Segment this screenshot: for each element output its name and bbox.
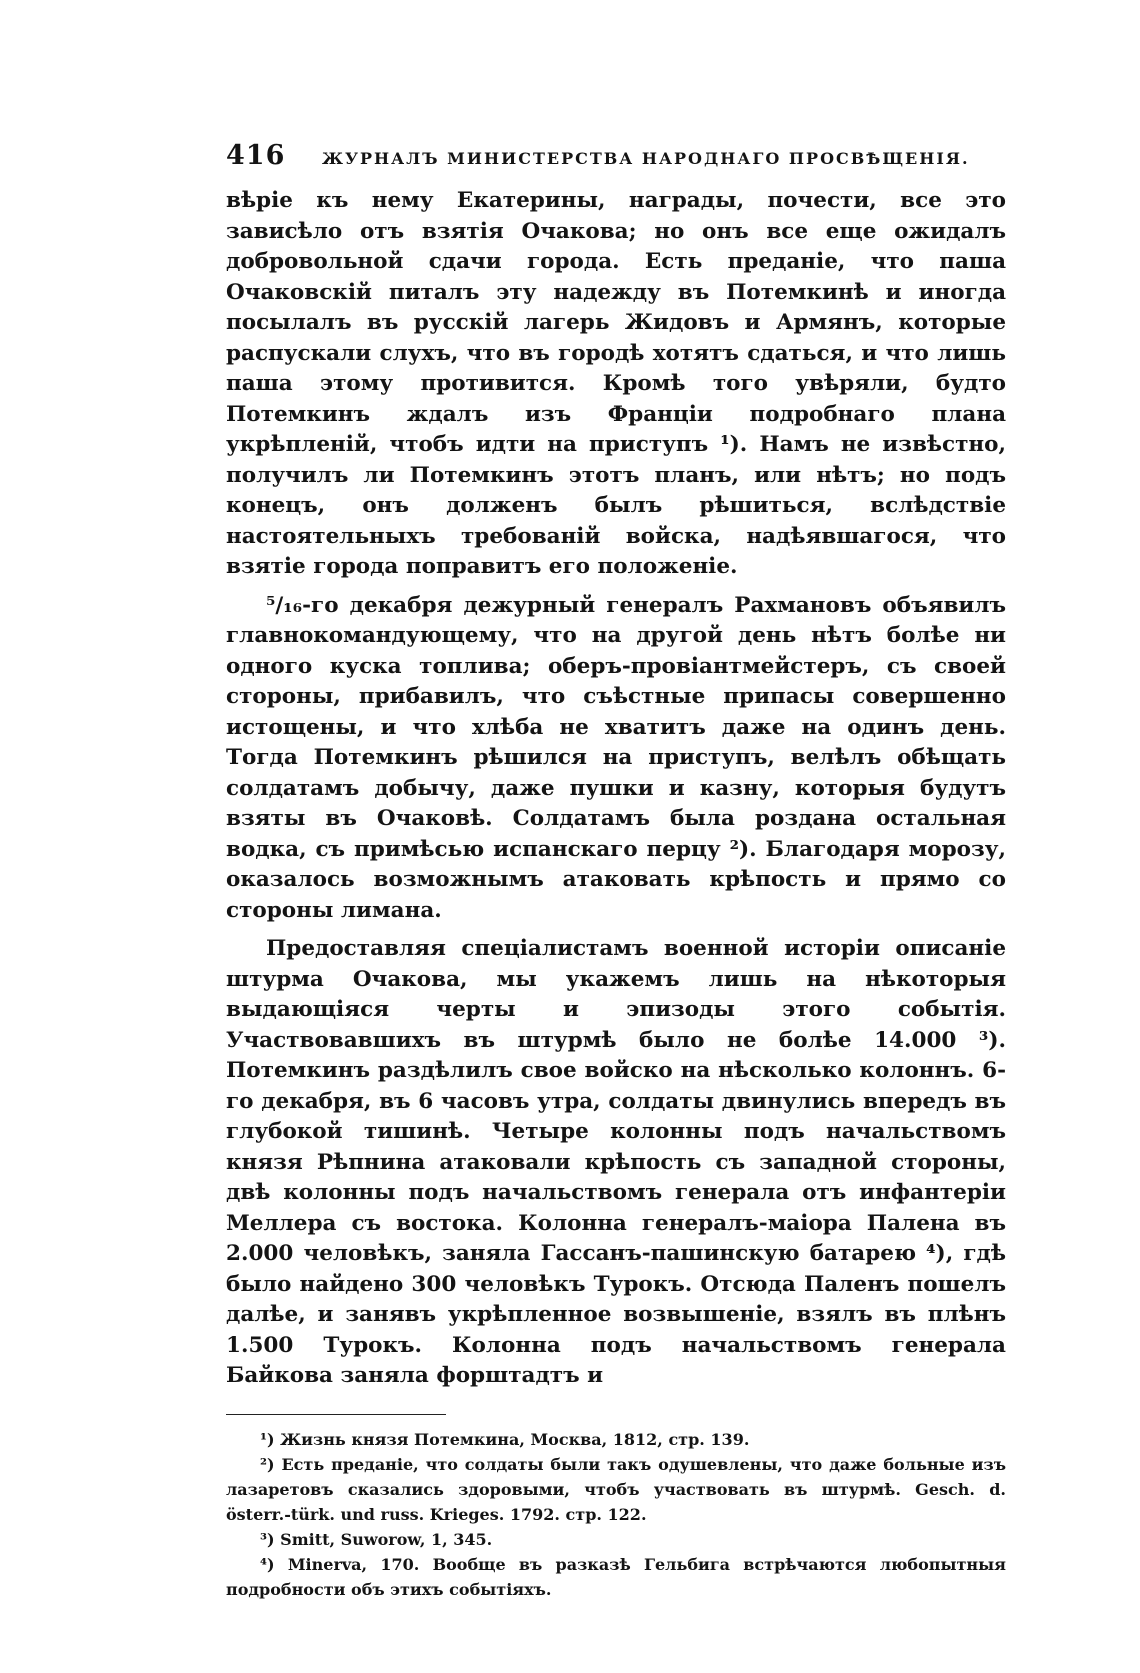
running-header <box>226 140 1006 176</box>
paragraph-2: ⁵/₁₆-го декабря дежурный генералъ Рахмановъ объявилъ главнокомандующему, что на другой день нѣтъ болѣе ни одного куска топлива; оберъ-провіантмейстеръ, съ своей стороны, прибавилъ, что съѣстные припасы совершенно истощены, и что хлѣба не хватитъ даже на одинъ день. Тогда Потемкинъ рѣшился на приступъ, велѣлъ обѣщать солдатамъ добычу, даже пушки и казну, которыя будутъ взяты въ Очаковѣ. Солдатамъ была роздана остальная водка, съ примѣсью испанскаго перцу ²). Благодаря морозу, оказалось возможнымъ атаковать крѣпость и прямо со стороны лимана. <box>226 592 1006 923</box>
book-page <box>226 140 1006 1602</box>
main-text <box>226 186 1006 1392</box>
paragraph-1: вѣріе къ нему Екатерины, награды, почести, все это зависѣло отъ взятія Очакова; но онъ все еще ожидалъ добровольной сдачи города. Есть преданіе, что паша Очаковскій питалъ эту надежду въ Потемкинѣ и иногда посылалъ въ русскій лагерь Жидовъ и Армянъ, которые распускали слухъ, что въ городѣ хотятъ сдаться, и что лишь паша этому противится. Кромѣ того увѣряли, будто Потемкинъ ждалъ изъ Франціи подробнаго плана укрѣпленій, чтобъ идти на приступъ ¹). Намъ не извѣстно, получилъ ли Потемкинъ этотъ планъ, или нѣтъ; но подъ конецъ, онъ долженъ былъ рѣшиться, вслѣдствіе настоятельныхъ требованій войска, надѣявшагося, что взятіе города поправитъ его положеніе. <box>226 188 1006 579</box>
page-number: 416 <box>226 140 286 171</box>
footnote-3: ³) Smitt, Suworow, 1, 345. <box>260 1529 493 1549</box>
footnote-1: ¹) Жизнь князя Потемкина, Москва, 1812, стр. 139. <box>260 1429 750 1449</box>
paragraph-3: Предоставляя спеціалистамъ военной исторіи описаніе штурма Очакова, мы укажемъ лишь на нѣкоторыя выдающіяся черты и эпизоды этого событія. Участвовавшихъ въ штурмѣ было не болѣе 14.000 ³). Потемкинъ раздѣлилъ свое войско на нѣсколько колоннъ. 6-го декабря, въ 6 часовъ утра, солдаты двинулись впередъ въ глубокой тишинѣ. Четыре колонны подъ начальствомъ князя Рѣпнина атаковали крѣпость съ западной стороны, двѣ колонны подъ начальствомъ генерала отъ инфантеріи Меллера съ востока. Колонна генералъ-маіора Палена въ 2.000 человѣкъ, заняла Гассанъ-пашинскую батарею ⁴), гдѣ было найдено 300 человѣкъ Турокъ. Отсюда Паленъ пошелъ далѣе, и занявъ укрѣпленное возвышеніе, взялъ въ плѣнъ 1.500 Турокъ. Колонна подъ начальствомъ генерала Байкова заняла форштадтъ и <box>226 936 1006 1388</box>
footnote-4: ⁴) Minerva, 170. Вообще въ разказѣ Гельбига встрѣчаются любопытныя подробности объ этихъ событіяхъ. <box>226 1554 1006 1599</box>
footnote-2: ²) Есть преданіе, что солдаты были такъ одушевлены, что даже больные изъ лазаретовъ сказались здоровыми, чтобъ участвовать въ штурмѣ. Gesch. d. österr.-türk. und russ. Krieges. 1792. стр. 122. <box>226 1454 1006 1524</box>
footnote-divider <box>226 1414 446 1415</box>
journal-title: ЖУРНАЛЪ МИНИСТЕРСТВА НАРОДНАГО ПРОСВѢЩЕНІЯ. <box>322 149 970 168</box>
footnotes <box>226 1427 1006 1602</box>
